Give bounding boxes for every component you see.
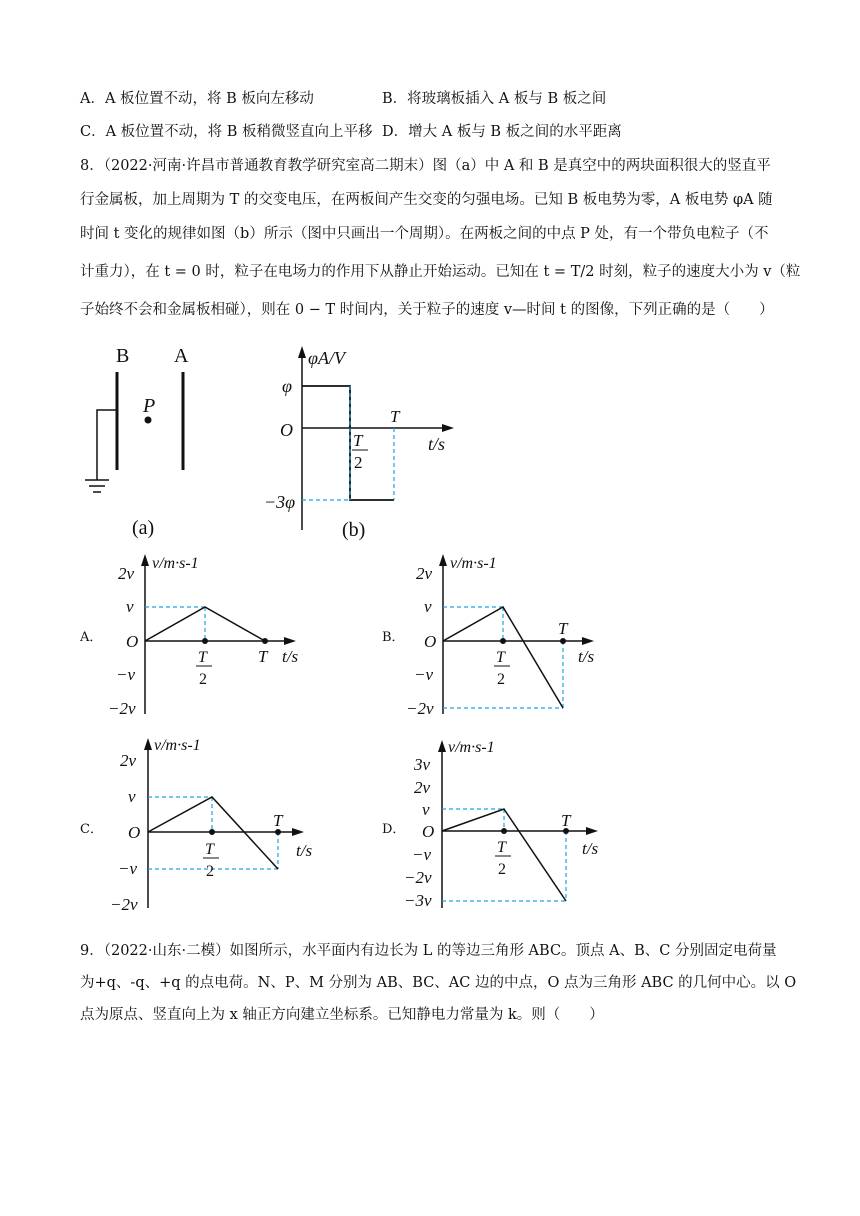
svg-text:−v: −v bbox=[412, 845, 432, 864]
svg-text:2: 2 bbox=[497, 671, 505, 688]
caption-a: (a) bbox=[132, 517, 155, 539]
fig-b-half-top: T bbox=[353, 431, 363, 450]
svg-text:T: T bbox=[558, 619, 568, 638]
svg-text:t/s: t/s bbox=[578, 647, 595, 666]
plate-b-label: B bbox=[116, 345, 130, 367]
svg-text:2v: 2v bbox=[416, 564, 433, 583]
graph-a bbox=[100, 548, 310, 718]
svg-text:v/m·s-1: v/m·s-1 bbox=[152, 555, 199, 572]
q8-line-4: 计重力），在 t = 0 时，粒子在电场力的作用下从静止开始运动。已知在 t = T/2 时刻，粒子的速度大小为 v（粒 bbox=[80, 264, 801, 280]
graph-d-label: D． bbox=[382, 822, 406, 837]
svg-text:T: T bbox=[496, 649, 505, 666]
option-b: B．将玻璃板插入 A 板与 B 板之间 bbox=[382, 91, 607, 107]
option-c: C．A 板位置不动，将 B 板稍微竖直向上平移 bbox=[80, 124, 373, 140]
ground-wire bbox=[97, 410, 117, 480]
figure-a bbox=[80, 340, 220, 540]
q9-line-3: 点为原点、竖直向上为 x 轴正方向建立坐标系。已知静电力常量为 k。则（ ） bbox=[80, 1007, 604, 1023]
graph-c bbox=[108, 732, 318, 912]
svg-text:2v: 2v bbox=[414, 778, 431, 797]
svg-text:−v: −v bbox=[116, 665, 136, 684]
svg-text:T: T bbox=[258, 647, 268, 666]
svg-text:T: T bbox=[561, 811, 571, 830]
svg-text:v/m·s-1: v/m·s-1 bbox=[448, 739, 495, 756]
svg-text:2v: 2v bbox=[118, 564, 135, 583]
option-d: D．增大 A 板与 B 板之间的水平距离 bbox=[382, 124, 622, 140]
svg-text:2: 2 bbox=[206, 863, 214, 880]
graph-c-label: C． bbox=[80, 822, 103, 837]
q8-line-3: 时间 t 变化的规律如图（b）所示（图中只画出一个周期）。在两板之间的中点 P 处，有一个带负电粒子（不 bbox=[80, 226, 769, 242]
svg-text:2v: 2v bbox=[120, 751, 137, 770]
fig-b-ybottom: −3φ bbox=[264, 492, 296, 512]
graph-a-label: A． bbox=[80, 630, 103, 645]
svg-text:t/s: t/s bbox=[582, 839, 599, 858]
graph-b bbox=[398, 548, 608, 718]
fig-b-half-bottom: 2 bbox=[354, 453, 363, 472]
option-a: A．A 板位置不动，将 B 板向左移动 bbox=[80, 91, 314, 107]
fig-b-ylabel: φA/V bbox=[308, 348, 345, 368]
q8-line-5: 子始终不会和金属板相碰），则在 0 − T 时间内，关于粒子的速度 v—时间 t 的图像，下列正确的是（ ） bbox=[80, 302, 774, 318]
point-p bbox=[145, 417, 152, 424]
svg-text:v: v bbox=[424, 597, 432, 616]
svg-text:2: 2 bbox=[199, 671, 207, 688]
figure-b bbox=[250, 340, 470, 545]
q8-line-1: 8．（2022·河南·许昌市普通教育教学研究室高二期末）图（a）中 A 和 B 是真空中的两块面积很大的竖直平 bbox=[80, 158, 771, 174]
fig-b-xlabel: t/s bbox=[428, 434, 446, 454]
point-p-label: P bbox=[143, 395, 156, 417]
potential-curve bbox=[302, 386, 394, 500]
svg-text:−2v: −2v bbox=[110, 895, 138, 914]
svg-text:t/s: t/s bbox=[282, 647, 299, 666]
svg-text:T: T bbox=[198, 649, 207, 666]
svg-text:T: T bbox=[497, 839, 506, 856]
svg-text:2: 2 bbox=[498, 861, 506, 878]
svg-text:v: v bbox=[422, 800, 430, 819]
plate-a-label: A bbox=[174, 345, 189, 367]
svg-text:t/s: t/s bbox=[296, 841, 313, 860]
fig-b-origin: O bbox=[280, 420, 293, 440]
svg-text:−2v: −2v bbox=[404, 868, 432, 887]
svg-text:3v: 3v bbox=[414, 755, 431, 774]
svg-text:O: O bbox=[128, 823, 141, 842]
svg-text:T: T bbox=[205, 841, 214, 858]
q9-line-1: 9．（2022·山东·二模）如图所示，水平面内有边长为 L 的等边三角形 ABC。顶点 A、B、C 分别固定电荷量 bbox=[80, 943, 777, 959]
svg-text:v: v bbox=[126, 597, 134, 616]
svg-text:O: O bbox=[424, 632, 437, 651]
q8-line-2: 行金属板，加上周期为 T 的交变电压，在两板间产生交变的匀强电场。已知 B 板电势为零，A 板电势 φA 随 bbox=[80, 192, 773, 208]
fig-b-ytop: φ bbox=[282, 376, 292, 396]
svg-text:v/m·s-1: v/m·s-1 bbox=[450, 555, 497, 572]
caption-b: (b) bbox=[342, 519, 366, 541]
fig-b-t: T bbox=[390, 407, 400, 426]
svg-text:v: v bbox=[128, 787, 136, 806]
q9-line-2: 为+q、-q、+q 的点电荷。N、P、M 分别为 AB、BC、AC 边的中点，O 点为三角形 ABC 的几何中心。以 O bbox=[80, 975, 797, 991]
svg-text:−2v: −2v bbox=[406, 699, 434, 718]
svg-text:T: T bbox=[273, 811, 283, 830]
svg-text:−3v: −3v bbox=[404, 891, 432, 910]
svg-text:O: O bbox=[126, 632, 139, 651]
graph-d bbox=[402, 736, 612, 911]
svg-text:v/m·s-1: v/m·s-1 bbox=[154, 737, 201, 754]
graph-b-label: B． bbox=[382, 630, 405, 645]
svg-text:−2v: −2v bbox=[108, 699, 136, 718]
svg-text:O: O bbox=[422, 822, 435, 841]
svg-text:−v: −v bbox=[414, 665, 434, 684]
svg-text:−v: −v bbox=[118, 859, 138, 878]
